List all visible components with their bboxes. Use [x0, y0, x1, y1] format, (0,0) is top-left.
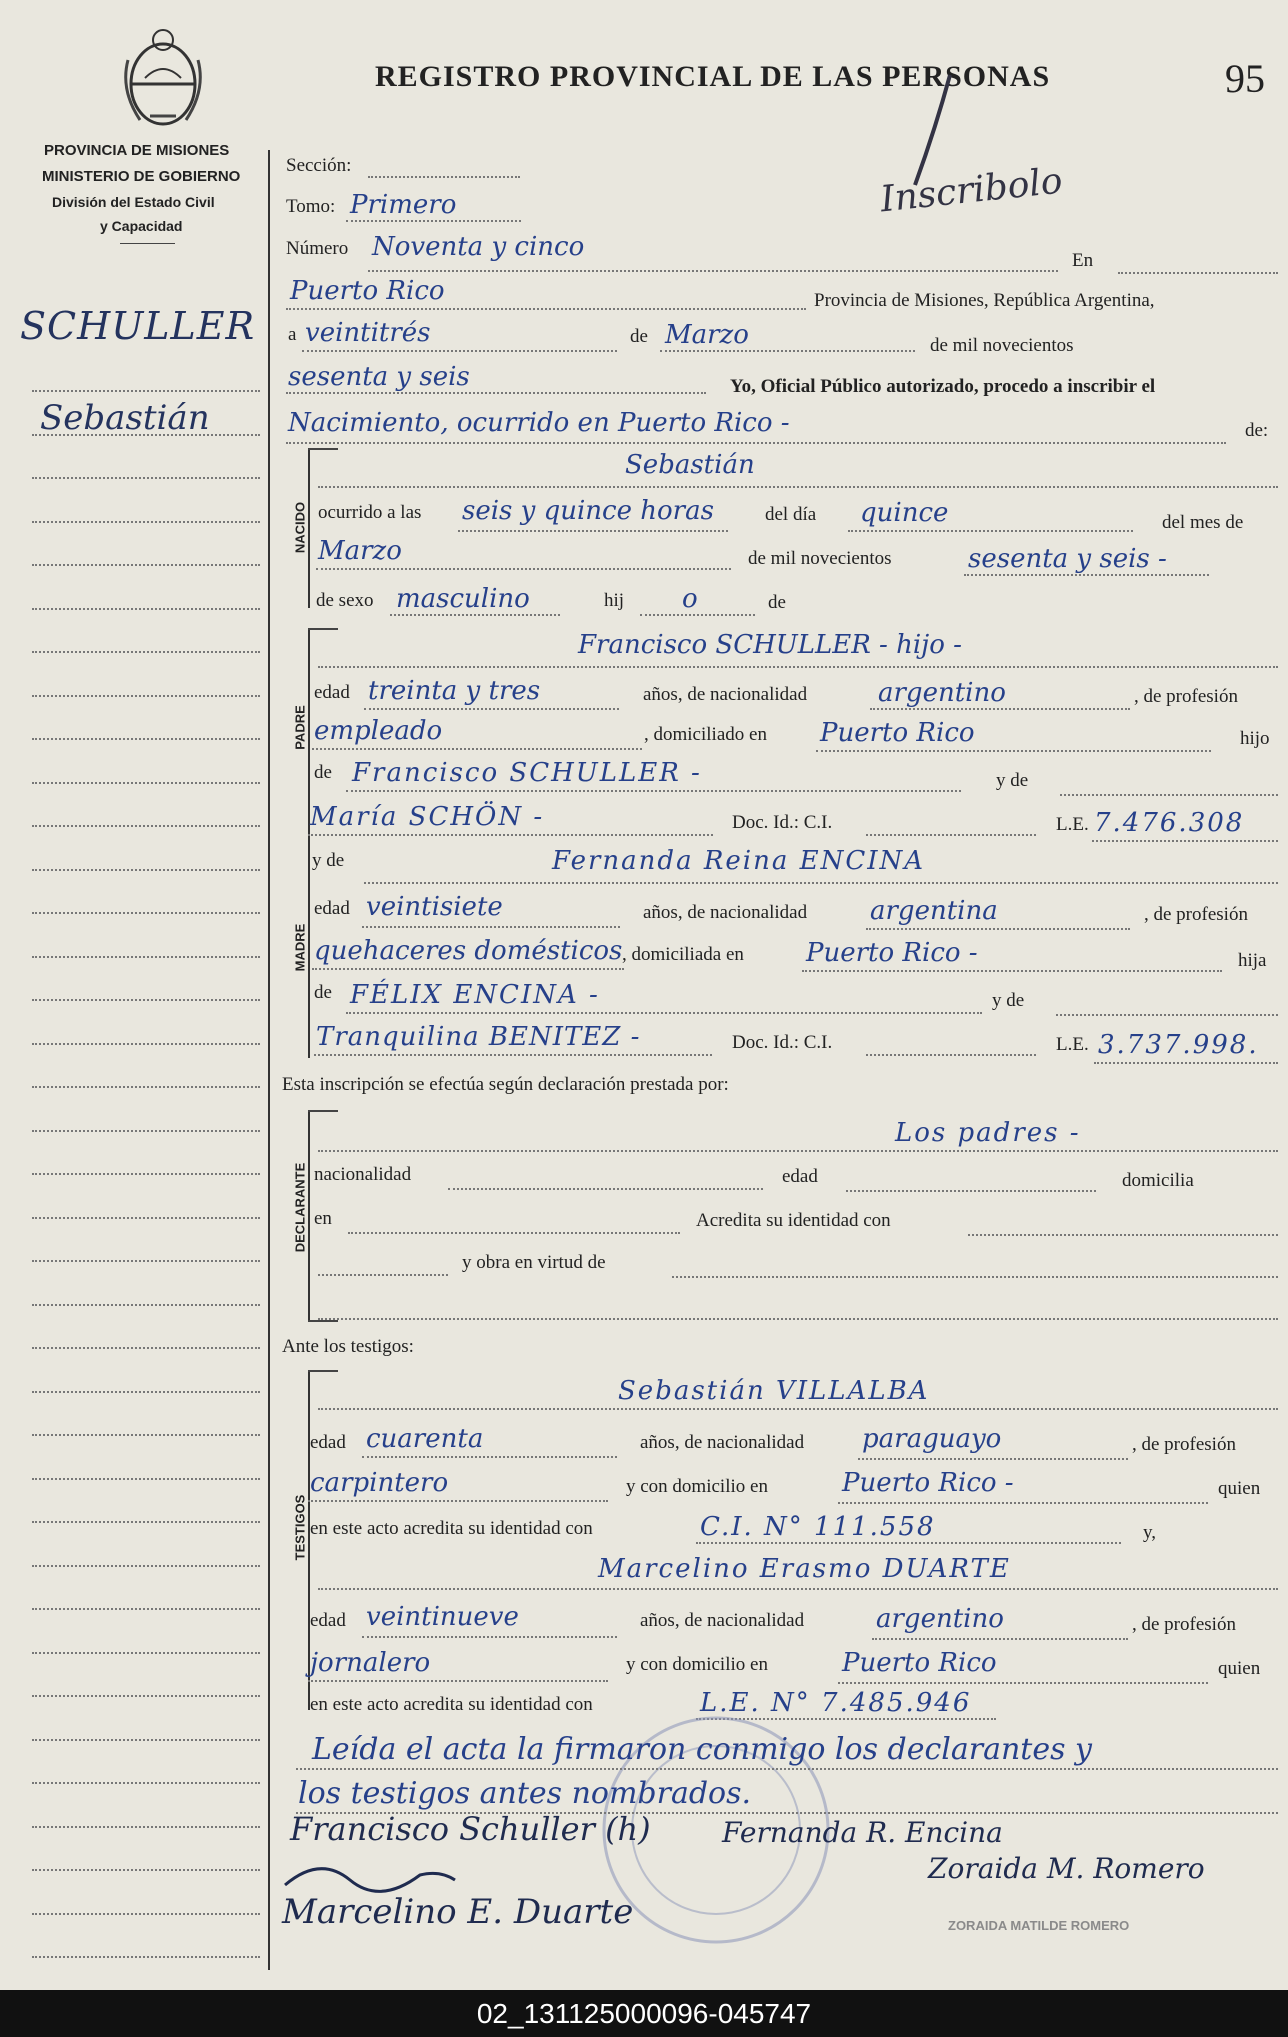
madre-edad-label: edad: [314, 898, 350, 919]
seccion-label: Sección:: [286, 155, 352, 176]
padre-section-label: PADRE: [292, 705, 308, 750]
margin-dotted-line: [32, 1826, 260, 1828]
madre-prof-line: [312, 968, 624, 970]
margin-dotted-line: [32, 521, 260, 523]
testigo2-nac: argentino: [876, 1604, 1004, 1634]
margin-surname: SCHULLER: [20, 304, 256, 348]
testigo1-edad: cuarenta: [366, 1424, 484, 1454]
org-line-4: y Capacidad: [100, 218, 183, 234]
birth-year-line: [964, 574, 1209, 576]
madre-doc-label: Doc. Id.: C.I.: [732, 1032, 833, 1053]
madre-dom-value: Puerto Rico -: [806, 938, 978, 968]
testigo2-dom-line: [838, 1682, 1208, 1684]
declarante-acredita-line: [968, 1234, 1278, 1236]
declarante-nac-label: nacionalidad: [314, 1164, 412, 1185]
margin-dotted-line: [32, 1173, 260, 1175]
margin-dotted-line: [32, 608, 260, 610]
month-value: Marzo: [665, 320, 749, 350]
testigo2-quien-label: quien: [1218, 1658, 1261, 1679]
madre-mother-of: Tranquilina BENITEZ -: [316, 1022, 641, 1052]
testigos-bracket-top: [308, 1370, 338, 1372]
testigo1-quien-label: quien: [1218, 1478, 1261, 1499]
birth-year-value: sesenta y seis -: [968, 544, 1167, 574]
hij-value: o: [682, 584, 698, 614]
margin-dotted-line: [32, 1043, 260, 1045]
declarante-domicilia-label: domicilia: [1122, 1170, 1194, 1191]
seccion-line: [368, 176, 520, 178]
padre-nac-value: argentino: [878, 678, 1006, 708]
testigo1-dom: Puerto Rico -: [842, 1468, 1014, 1498]
sexo-line: [390, 614, 560, 616]
padre-mother-of: María SCHÖN -: [310, 802, 545, 832]
padre-name-line: [318, 666, 1278, 668]
testigo2-dom-label: y con domicilio en: [626, 1654, 768, 1675]
nacido-name-line: [318, 486, 1278, 488]
madre-prof-value: quehaceres domésticos: [314, 936, 623, 966]
coat-of-arms-icon: [120, 20, 206, 136]
padre-anios-label: años, de nacionalidad: [643, 684, 808, 705]
closing-line-1-rule: [296, 1768, 1278, 1770]
padre-edad-line: [364, 708, 619, 710]
padre-father-of: Francisco SCHULLER -: [352, 758, 702, 788]
margin-dotted-line: [32, 1304, 260, 1306]
margin-dotted-line: [32, 1217, 260, 1219]
org-line-3: División del Estado Civil: [52, 194, 215, 210]
margin-dotted-line: [32, 1739, 260, 1741]
margin-dotted-line: [32, 1565, 260, 1567]
month-line: [660, 350, 915, 352]
declarante-edad-line: [846, 1190, 1096, 1192]
document-id-footer: 02_131125000096-045747: [0, 1990, 1288, 2037]
de-label: de: [630, 326, 648, 347]
declarante-en-line: [348, 1232, 680, 1234]
declarante-extra-line: [318, 1318, 1278, 1320]
testigo1-name: Sebastián VILLALBA: [618, 1376, 930, 1406]
testigo1-edad-line: [362, 1456, 617, 1458]
margin-dotted-line: [32, 1391, 260, 1393]
birth-mil-label: de mil novecientos: [748, 548, 892, 569]
en-label: En: [1072, 250, 1094, 271]
time-line: [458, 530, 728, 532]
madre-father-of-line: [346, 1012, 982, 1014]
margin-dotted-line: [32, 1869, 260, 1871]
testigo1-anios-label: años, de nacionalidad: [640, 1432, 805, 1453]
testigo2-prof: jornalero: [310, 1648, 431, 1678]
margin-dotted-line: [32, 1347, 260, 1349]
declarante-obra-label: y obra en virtud de: [462, 1252, 606, 1273]
madre-hija-label: hija: [1238, 950, 1267, 971]
margin-dotted-line: [32, 1434, 260, 1436]
testigo1-dom-line: [838, 1502, 1208, 1504]
margin-dotted-line: [32, 564, 260, 566]
sexo-value: masculino: [396, 584, 530, 614]
year-line: [286, 392, 706, 394]
margin-divider: [268, 150, 270, 1970]
yo-label: Yo, Oficial Público autorizado, procedo a inscribir el: [730, 376, 1156, 397]
birth-day-value: quince: [860, 498, 949, 528]
margin-dotted-line: [32, 738, 260, 740]
margin-dotted-line: [32, 1478, 260, 1480]
de-colon-label: de:: [1245, 420, 1269, 441]
madre-father-of: FÉLIX ENCINA -: [350, 980, 600, 1010]
signature-zoraida: Zoraida M. Romero: [928, 1852, 1205, 1885]
margin-dotted-line: [32, 912, 260, 914]
margin-dotted-line: [32, 695, 260, 697]
testigo1-acredita-label: en este acto acredita su identidad con: [310, 1518, 593, 1539]
nacido-bracket-top: [308, 448, 338, 450]
declarante-bracket: [308, 1110, 310, 1320]
madre-prof-label: , de profesión: [1144, 904, 1248, 925]
margin-dotted-line: [32, 1260, 260, 1262]
padre-father-of-line: [346, 790, 961, 792]
padre-doc-line: [866, 834, 1036, 836]
madre-y-de-line: [1056, 1014, 1278, 1016]
padre-prof-line: [312, 748, 642, 750]
margin-dotted-line: [32, 651, 260, 653]
testigo1-prof-label: , de profesión: [1132, 1434, 1236, 1455]
testigo2-edad-line: [362, 1636, 617, 1638]
madre-mother-of-line: [314, 1054, 712, 1056]
org-line-2: MINISTERIO DE GOBIERNO: [42, 168, 241, 185]
madre-dom-label: , domiciliada en: [622, 944, 744, 965]
declarante-section-label: DECLARANTE: [292, 1162, 308, 1253]
padre-dom-value: Puerto Rico: [820, 718, 975, 748]
hij-line: [640, 614, 755, 616]
testigo2-prof-line: [308, 1680, 608, 1682]
testigo1-nac-line: [858, 1458, 1128, 1460]
declarante-obra-line: [672, 1276, 1278, 1278]
place-line: [286, 308, 806, 310]
margin-dotted-line: [32, 1782, 260, 1784]
testigo1-id-line: [696, 1542, 1121, 1544]
padre-nac-line: [870, 708, 1130, 710]
en-line: [1118, 272, 1278, 274]
mil-label: de mil novecientos: [930, 335, 1074, 356]
org-line-1: PROVINCIA DE MISIONES: [44, 142, 230, 159]
padre-name: Francisco SCHULLER - hijo -: [578, 630, 962, 660]
hij-label: hij: [604, 590, 625, 611]
padre-y-de-line: [1060, 794, 1278, 796]
testigo2-id: L.E. N° 7.485.946: [700, 1688, 972, 1718]
madre-de-label: de: [314, 982, 332, 1003]
declarante-bracket-bottom: [308, 1320, 338, 1322]
madre-edad-value: veintisiete: [366, 892, 503, 922]
act-value: Nacimiento, ocurrido en Puerto Rico -: [288, 408, 790, 438]
declarante-intro: Esta inscripción se efectúa según declaración prestada por:: [282, 1074, 729, 1095]
signature-fernanda: Fernanda R. Encina: [722, 1816, 1003, 1849]
margin-dotted-line: [32, 1086, 260, 1088]
margin-dotted-line: [32, 1652, 260, 1654]
madre-le-line: [1094, 1062, 1278, 1064]
testigo1-id: C.I. N° 111.558: [700, 1512, 936, 1542]
testigo2-anios-label: años, de nacionalidad: [640, 1610, 805, 1631]
madre-y-de-label: y de: [312, 850, 345, 871]
declarante-bracket-top: [308, 1110, 338, 1112]
padre-le-line: [1092, 840, 1278, 842]
madre-anios-label: años, de nacionalidad: [643, 902, 808, 923]
sexo-label: de sexo: [316, 590, 374, 611]
tomo-value: Primero: [350, 190, 457, 220]
org-divider: [120, 243, 175, 244]
act-line: [286, 442, 1226, 444]
numero-label: Número: [286, 238, 349, 259]
margin-dotted-line: [32, 390, 260, 392]
testigo2-prof-label: , de profesión: [1132, 1614, 1236, 1635]
testigo1-dom-label: y con domicilio en: [626, 1476, 768, 1497]
testigo2-edad-label: edad: [310, 1610, 346, 1631]
mes-label: del mes de: [1162, 512, 1244, 533]
padre-le-label: L.E.: [1056, 814, 1089, 835]
testigo1-prof-line: [308, 1500, 608, 1502]
declarante-edad-label: edad: [782, 1166, 818, 1187]
testigo2-nac-line: [872, 1638, 1128, 1640]
annotation-stroke-icon: [905, 70, 965, 190]
margin-dotted-line: [32, 956, 260, 958]
padre-mother-of-line: [308, 834, 713, 836]
provincia-label: Provincia de Misiones, República Argentina,: [814, 290, 1155, 311]
margin-dotted-line: [32, 782, 260, 784]
margin-given-name: Sebastián: [40, 398, 210, 438]
madre-le-value: 3.737.998.: [1098, 1030, 1259, 1060]
dia-label: del día: [765, 504, 817, 525]
nacido-section-label: NACIDO: [292, 501, 308, 554]
testigos-section-label: TESTIGOS: [292, 1494, 308, 1561]
padre-prof-value: empleado: [314, 716, 443, 746]
nacido-de-label: de: [768, 592, 786, 613]
madre-y-de-label: y de: [992, 990, 1025, 1011]
margin-dotted-line: [32, 999, 260, 1001]
madre-nac-value: argentina: [870, 896, 998, 926]
closing-line-1: Leída el acta la firmaron conmigo los declarantes y: [312, 1732, 1092, 1767]
padre-prof-label: , de profesión: [1134, 686, 1238, 707]
padre-edad-label: edad: [314, 682, 350, 703]
birth-month-value: Marzo: [318, 536, 402, 566]
registry-title: REGISTRO PROVINCIAL DE LAS PERSONAS: [375, 60, 1051, 93]
place-value: Puerto Rico: [290, 276, 445, 306]
stamp-text: ZORAIDA MATILDE ROMERO: [948, 1918, 1130, 1933]
ocurrido-label: ocurrido a las: [318, 502, 422, 523]
tomo-line: [346, 220, 521, 222]
margin-dotted-line: [32, 869, 260, 871]
margin-dotted-line: [32, 1695, 260, 1697]
margin-dotted-line: [32, 434, 260, 436]
madre-nac-line: [866, 928, 1130, 930]
testigo1-y-label: y,: [1143, 1522, 1157, 1543]
declarante-nac-line: [448, 1188, 763, 1190]
padre-dom-label: , domiciliado en: [644, 724, 767, 745]
padre-de-label: de: [314, 762, 332, 783]
padre-hijo-label: hijo: [1240, 728, 1270, 749]
madre-name: Fernanda Reina ENCINA: [552, 846, 926, 876]
birth-month-line: [316, 568, 731, 570]
madre-name-line: [364, 882, 1278, 884]
testigo2-name: Marcelino Erasmo DUARTE: [598, 1554, 1011, 1584]
signature-francisco: Francisco Schuller (h): [290, 1810, 651, 1848]
testigo1-prof: carpintero: [310, 1468, 449, 1498]
margin-dotted-line: [32, 1521, 260, 1523]
madre-bracket: [308, 848, 310, 1058]
testigo1-nac: paraguayo: [862, 1424, 1002, 1454]
day-value: veintitrés: [305, 318, 431, 348]
padre-bracket-top: [308, 628, 338, 630]
numero-value: Noventa y cinco: [372, 232, 585, 262]
padre-edad-value: treinta y tres: [368, 676, 541, 706]
margin-dotted-line: [32, 1956, 260, 1958]
year-value: sesenta y seis: [288, 362, 470, 392]
madre-edad-line: [362, 926, 620, 928]
closing-line-2: los testigos antes nombrados.: [298, 1776, 752, 1811]
day-line: [302, 350, 617, 352]
padre-doc-label: Doc. Id.: C.I.: [732, 812, 833, 833]
nacido-name: Sebastián: [625, 450, 755, 480]
birth-day-line: [848, 530, 1133, 532]
margin-dotted-line: [32, 477, 260, 479]
margin-dotted-line: [32, 825, 260, 827]
madre-dom-line: [802, 970, 1222, 972]
testigo2-edad: veintinueve: [366, 1602, 519, 1632]
testigos-intro: Ante los testigos:: [282, 1336, 414, 1357]
madre-le-label: L.E.: [1056, 1034, 1089, 1055]
testigo2-acredita-label: en este acto acredita su identidad con: [310, 1694, 593, 1715]
testigo1-edad-label: edad: [310, 1432, 346, 1453]
padre-le-value: 7.476.308: [1094, 808, 1245, 838]
numero-line: [368, 270, 1058, 272]
margin-note: Inscribolo: [878, 160, 1065, 221]
madre-section-label: MADRE: [292, 923, 308, 972]
declarante-en-label: en: [314, 1208, 332, 1229]
declarante-acredita-label: Acredita su identidad con: [696, 1210, 891, 1231]
madre-doc-line: [866, 1054, 1036, 1056]
padre-y-de-label: y de: [996, 770, 1029, 791]
testigo2-dom: Puerto Rico: [842, 1648, 997, 1678]
declarante-obra-pre-line: [318, 1274, 448, 1276]
testigo2-name-line: [318, 1588, 1278, 1590]
margin-dotted-line: [32, 1913, 260, 1915]
margin-dotted-line: [32, 1130, 260, 1132]
testigo1-name-line: [318, 1408, 1278, 1410]
folio-number: 95: [1225, 56, 1265, 101]
nacido-bracket: [308, 448, 310, 608]
margin-dotted-line: [32, 1608, 260, 1610]
a-label: a: [288, 324, 297, 345]
signature-marcelino: Marcelino E. Duarte: [282, 1892, 634, 1932]
declarante-name-line: [318, 1150, 1278, 1152]
tomo-label: Tomo:: [286, 196, 336, 217]
declarante-name: Los padres -: [895, 1118, 1081, 1148]
padre-dom-line: [816, 750, 1211, 752]
time-value: seis y quince horas: [462, 496, 714, 526]
